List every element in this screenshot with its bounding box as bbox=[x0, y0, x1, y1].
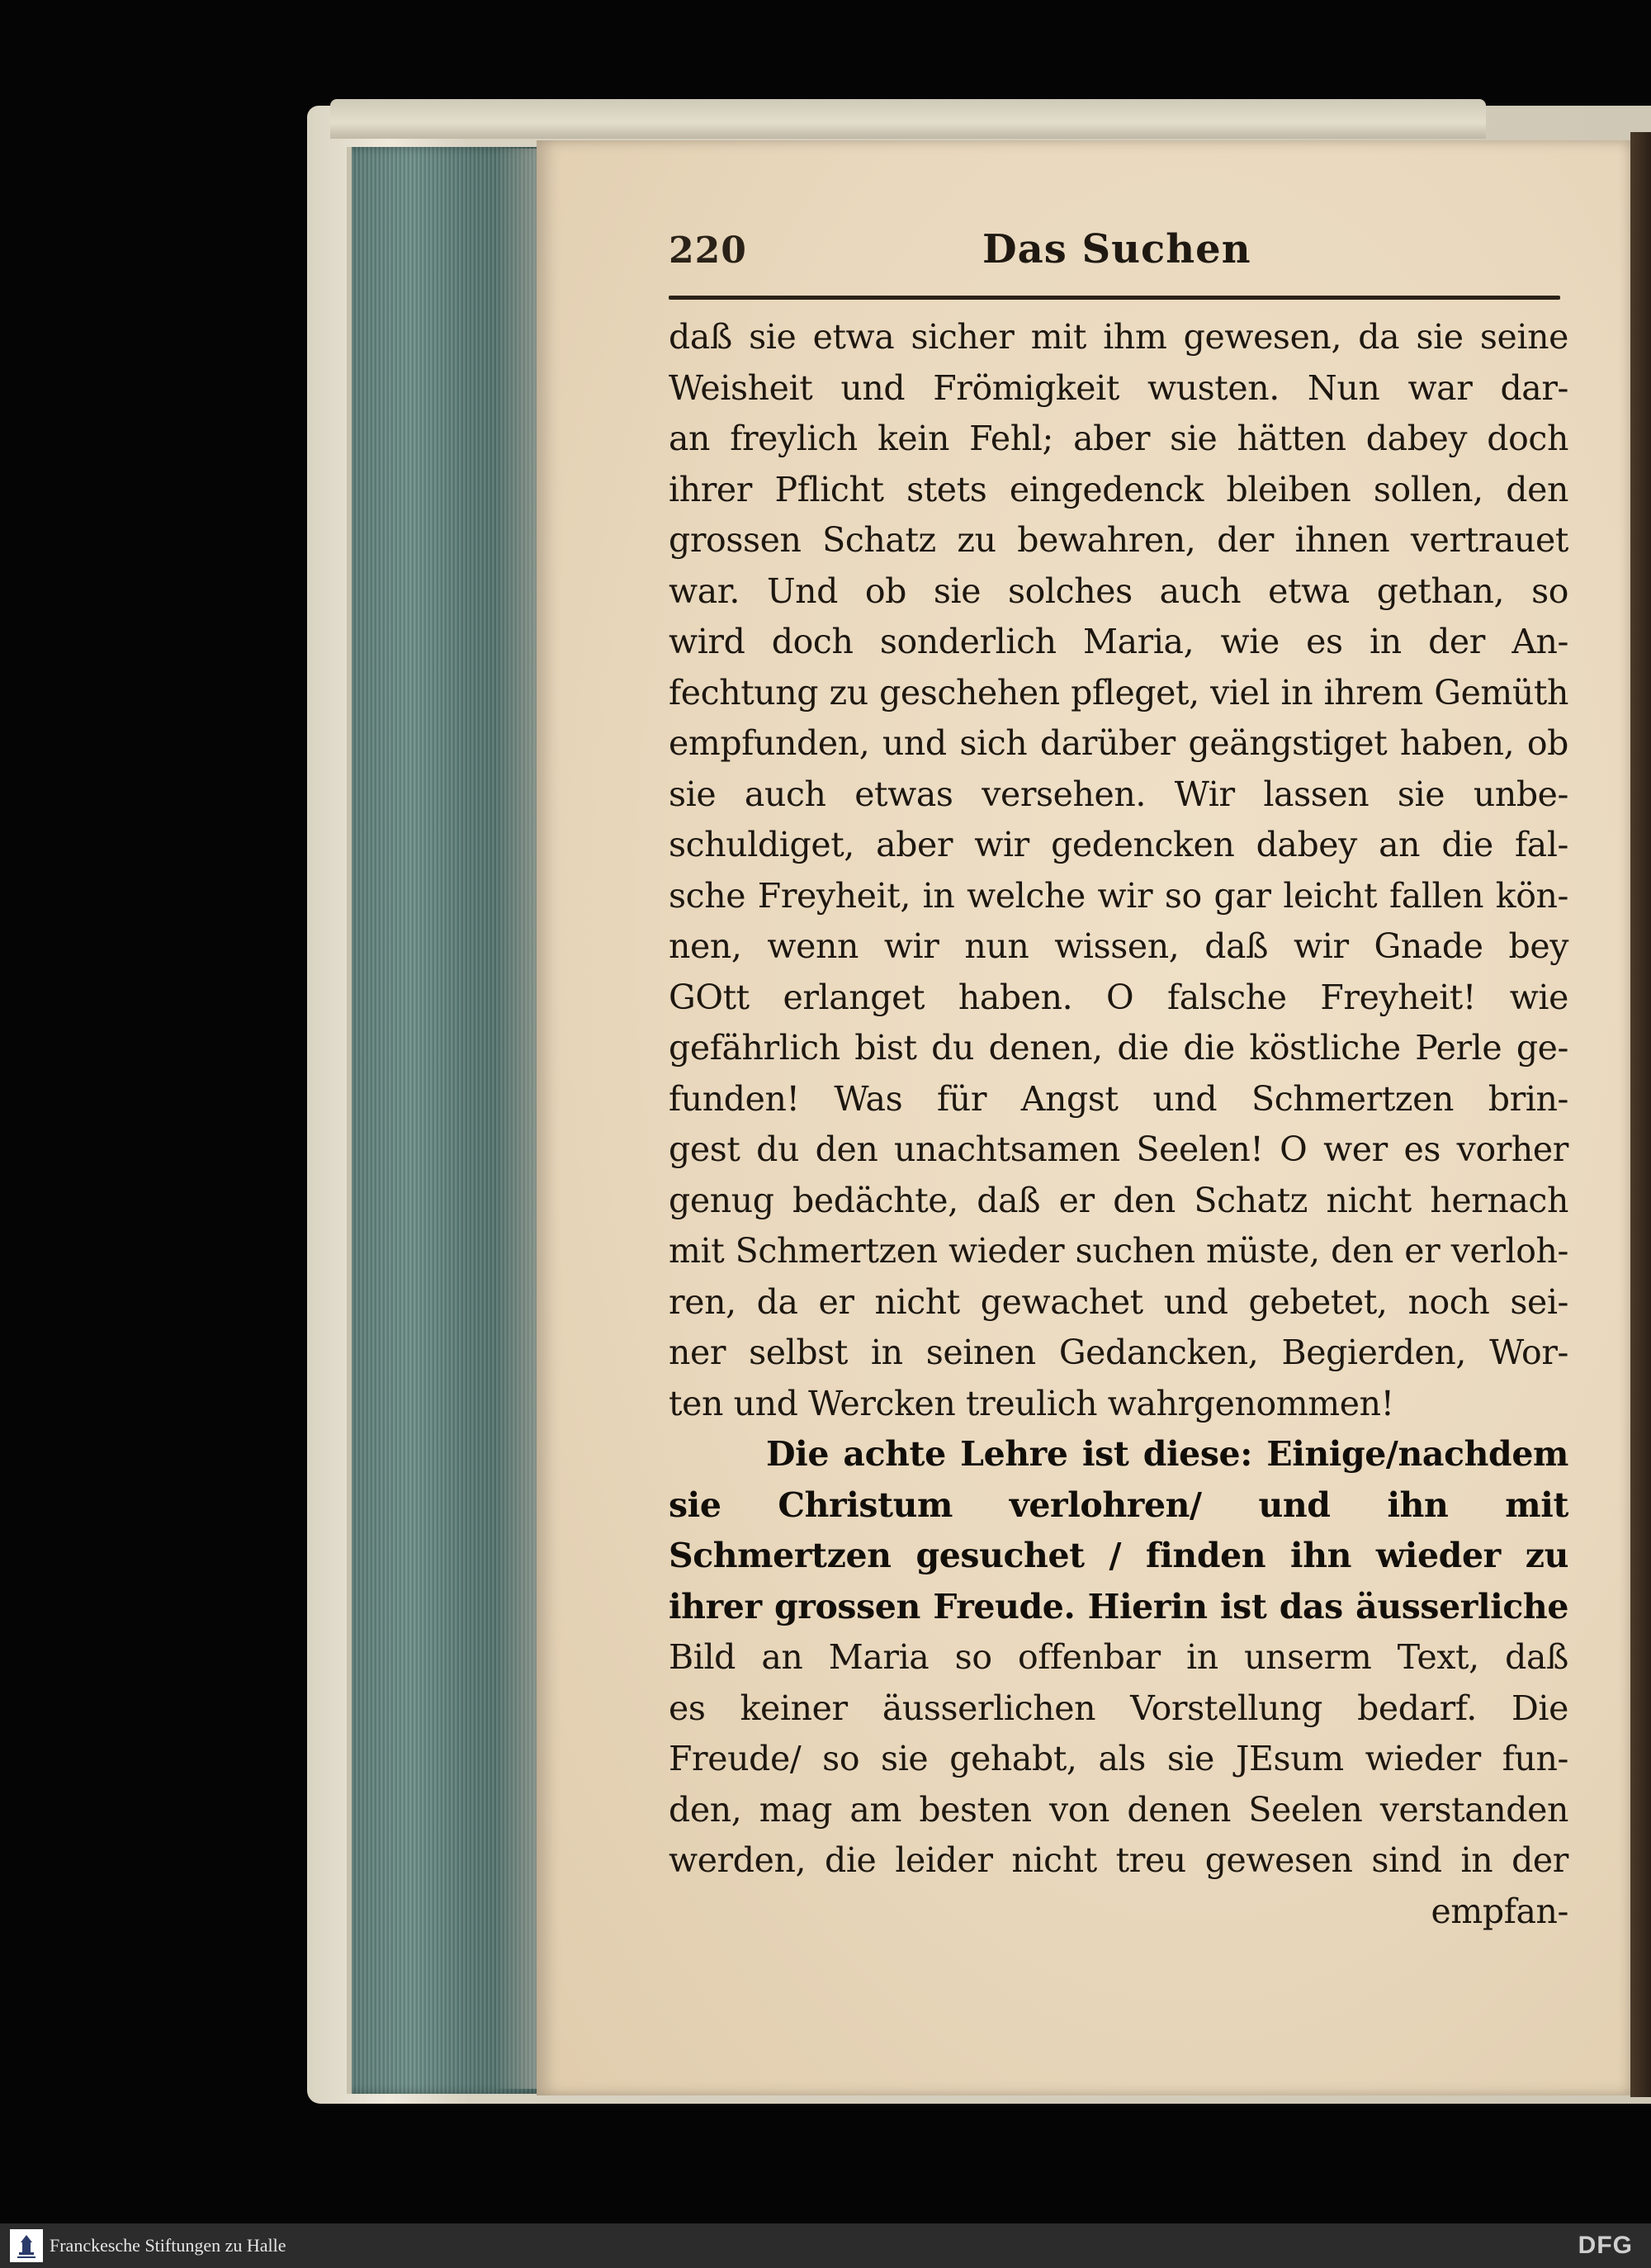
text-line: den, mag am besten von denen Seelen verstanden bbox=[669, 1789, 1568, 1830]
text-line: gest du den unachtsamen Seelen! O wer es vorher bbox=[669, 1129, 1568, 1169]
body-text bbox=[669, 312, 1568, 1937]
text-line: an freylich kein Fehl; aber sie hätten dabey doch bbox=[669, 419, 1568, 458]
text-line-emphasis: Schmertzen gesuchet / finden ihn wieder zu bbox=[669, 1536, 1568, 1575]
book-page bbox=[537, 140, 1630, 2095]
text-line-lesson-heading: Die achte Lehre ist diese: Einige/nachdem bbox=[766, 1434, 1568, 1474]
text-line: Bild an Maria so offenbar in unserm Text, daß bbox=[669, 1637, 1568, 1677]
text-line: Weisheit und Frömigkeit wusten. Nun war dar- bbox=[669, 367, 1568, 408]
page-number: 220 bbox=[669, 230, 747, 272]
text-line: ren, da er nicht gewachet und gebetet, noch sei- bbox=[669, 1281, 1568, 1322]
page-header bbox=[669, 221, 1560, 279]
viewer-footer bbox=[0, 2223, 1651, 2268]
text-line: ner selbst in seinen Gedancken, Begierden, Wor- bbox=[669, 1333, 1568, 1372]
header-rule bbox=[669, 296, 1560, 300]
text-line: genug bedächte, daß er den Schatz nicht hernach bbox=[669, 1180, 1568, 1220]
text-line: grossen Schatz zu bewahren, der ihnen vertrauet bbox=[669, 520, 1568, 560]
footer-institution-name: Franckesche Stiftungen zu Halle bbox=[50, 2235, 286, 2256]
text-line: nen, wenn wir nun wissen, daß wir Gnade bey bbox=[669, 926, 1568, 966]
text-line-emphasis: ihrer grossen Freude. Hierin ist das äusserliche bbox=[669, 1586, 1568, 1626]
text-line: funden! Was für Angst und Schmertzen brin- bbox=[669, 1078, 1568, 1119]
text-line: sie auch etwas versehen. Wir lassen sie unbe- bbox=[669, 774, 1568, 814]
text-line: sche Freyheit, in welche wir so gar leicht fallen kön- bbox=[669, 875, 1568, 916]
text-line: ihrer Pflicht stets eingedenck bleiben sollen, den bbox=[669, 469, 1568, 509]
text-line: es keiner äusserlichen Vorstellung bedarf. Die bbox=[669, 1688, 1568, 1728]
text-line: gefährlich bist du denen, die die köstliche Perle ge- bbox=[669, 1028, 1568, 1068]
text-line: GOtt erlanget haben. O falsche Freyheit! wie bbox=[669, 977, 1568, 1017]
running-head: Das Suchen bbox=[982, 226, 1251, 272]
book-cover-top-edge bbox=[330, 99, 1486, 139]
text-line: schuldiget, aber wir gedencken dabey an die fal- bbox=[669, 825, 1568, 864]
catchword: empfan- bbox=[1431, 1891, 1568, 1931]
text-line: war. Und ob sie solches auch etwa gethan, so bbox=[669, 571, 1568, 611]
text-line: mit Schmertzen wieder suchen müste, den er verloh- bbox=[669, 1231, 1568, 1271]
text-line: fechtung zu geschehen pfleget, viel in ihrem Gemüth bbox=[669, 672, 1568, 713]
footer-funder-logo: DFG bbox=[1578, 2232, 1633, 2259]
text-line: daß sie etwa sicher mit ihm gewesen, da sie seine bbox=[669, 317, 1568, 357]
francke-foundation-logo-icon bbox=[10, 2229, 43, 2262]
text-line: empfunden, und sich darüber geängstiget haben, ob bbox=[669, 723, 1568, 763]
text-line-emphasis: sie Christum verlohren/ und ihn mit bbox=[669, 1484, 1568, 1525]
text-line-paragraph-end: ten und Wercken treulich wahrgenommen! bbox=[669, 1383, 1394, 1423]
text-line: wird doch sonderlich Maria, wie es in der An- bbox=[669, 622, 1568, 661]
text-line: Freude/ so sie gehabt, als sie JEsum wieder fun- bbox=[669, 1739, 1568, 1778]
text-line: werden, die leider nicht treu gewesen sind in der bbox=[669, 1840, 1568, 1880]
right-binding-edge bbox=[1630, 132, 1651, 2097]
